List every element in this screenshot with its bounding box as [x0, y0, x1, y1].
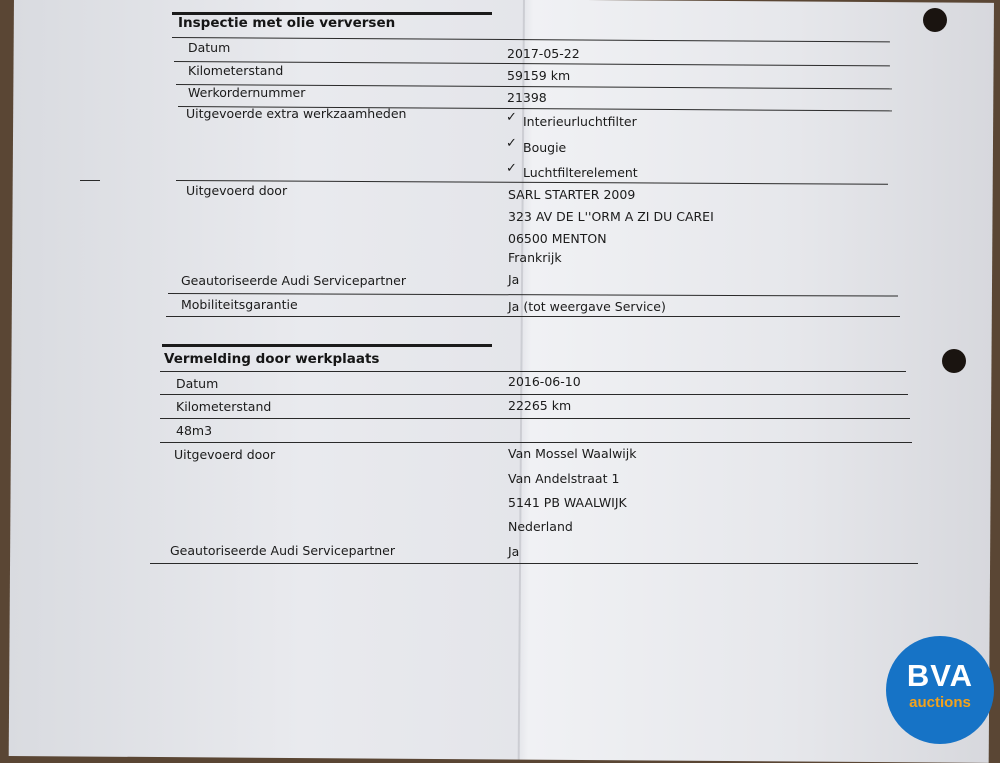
row-rule	[150, 563, 918, 564]
document-paper	[9, 0, 994, 763]
extra-item: Bougie	[523, 140, 567, 155]
door-line: Frankrijk	[508, 250, 562, 265]
logo-text: BVA	[906, 658, 974, 693]
partner-label: Geautoriseerde Audi Servicepartner	[170, 543, 395, 558]
werkorder-value: 21398	[507, 90, 547, 105]
punch-hole	[942, 349, 966, 373]
extra-label: Uitgevoerde extra werkzaamheden	[186, 106, 407, 121]
note-label: 48m3	[176, 423, 213, 438]
extra-item: Interieurluchtfilter	[523, 114, 637, 129]
datum-label: Datum	[188, 40, 231, 55]
row-rule	[160, 418, 910, 419]
partner-label: Geautoriseerde Audi Servicepartner	[181, 273, 406, 288]
door-line: SARL STARTER 2009	[508, 187, 636, 202]
section-title: Inspectie met olie verversen	[178, 15, 396, 31]
punch-hole	[923, 8, 947, 32]
door-line: 06500 MENTON	[508, 231, 607, 246]
datum-value: 2017-05-22	[507, 46, 580, 61]
km-value: 22265 km	[508, 398, 572, 413]
km-value: 59159 km	[507, 68, 571, 83]
check-icon: ✓	[506, 136, 517, 151]
door-line: Van Andelstraat 1	[508, 471, 620, 486]
section-title-bar	[162, 344, 492, 347]
section-title: Vermelding door werkplaats	[164, 351, 380, 367]
door-label: Uitgevoerd door	[174, 447, 276, 462]
door-line: Nederland	[508, 519, 573, 534]
datum-label: Datum	[176, 376, 219, 391]
row-rule	[80, 180, 100, 181]
check-icon: ✓	[506, 110, 517, 125]
bva-auctions-logo	[886, 636, 994, 744]
row-rule	[166, 316, 900, 317]
row-rule	[160, 394, 908, 395]
werkorder-label: Werkordernummer	[188, 85, 306, 100]
mobiliteit-label: Mobiliteitsgarantie	[181, 297, 298, 312]
door-label: Uitgevoerd door	[186, 183, 288, 198]
row-rule	[160, 442, 912, 443]
extra-item: Luchtfilterelement	[523, 165, 638, 180]
check-icon: ✓	[506, 161, 517, 176]
row-rule	[160, 371, 906, 372]
door-line: 5141 PB WAALWIJK	[508, 495, 627, 510]
door-line: Van Mossel Waalwijk	[508, 446, 637, 461]
logo-subtext: auctions	[909, 694, 971, 711]
partner-value: Ja	[508, 544, 520, 559]
mobiliteit-value: Ja (tot weergave Service)	[508, 299, 666, 314]
km-label: Kilometerstand	[176, 399, 272, 414]
datum-value: 2016-06-10	[508, 374, 581, 389]
partner-value: Ja	[508, 272, 520, 287]
door-line: 323 AV DE L''ORM A ZI DU CAREI	[508, 209, 714, 224]
km-label: Kilometerstand	[188, 63, 284, 78]
